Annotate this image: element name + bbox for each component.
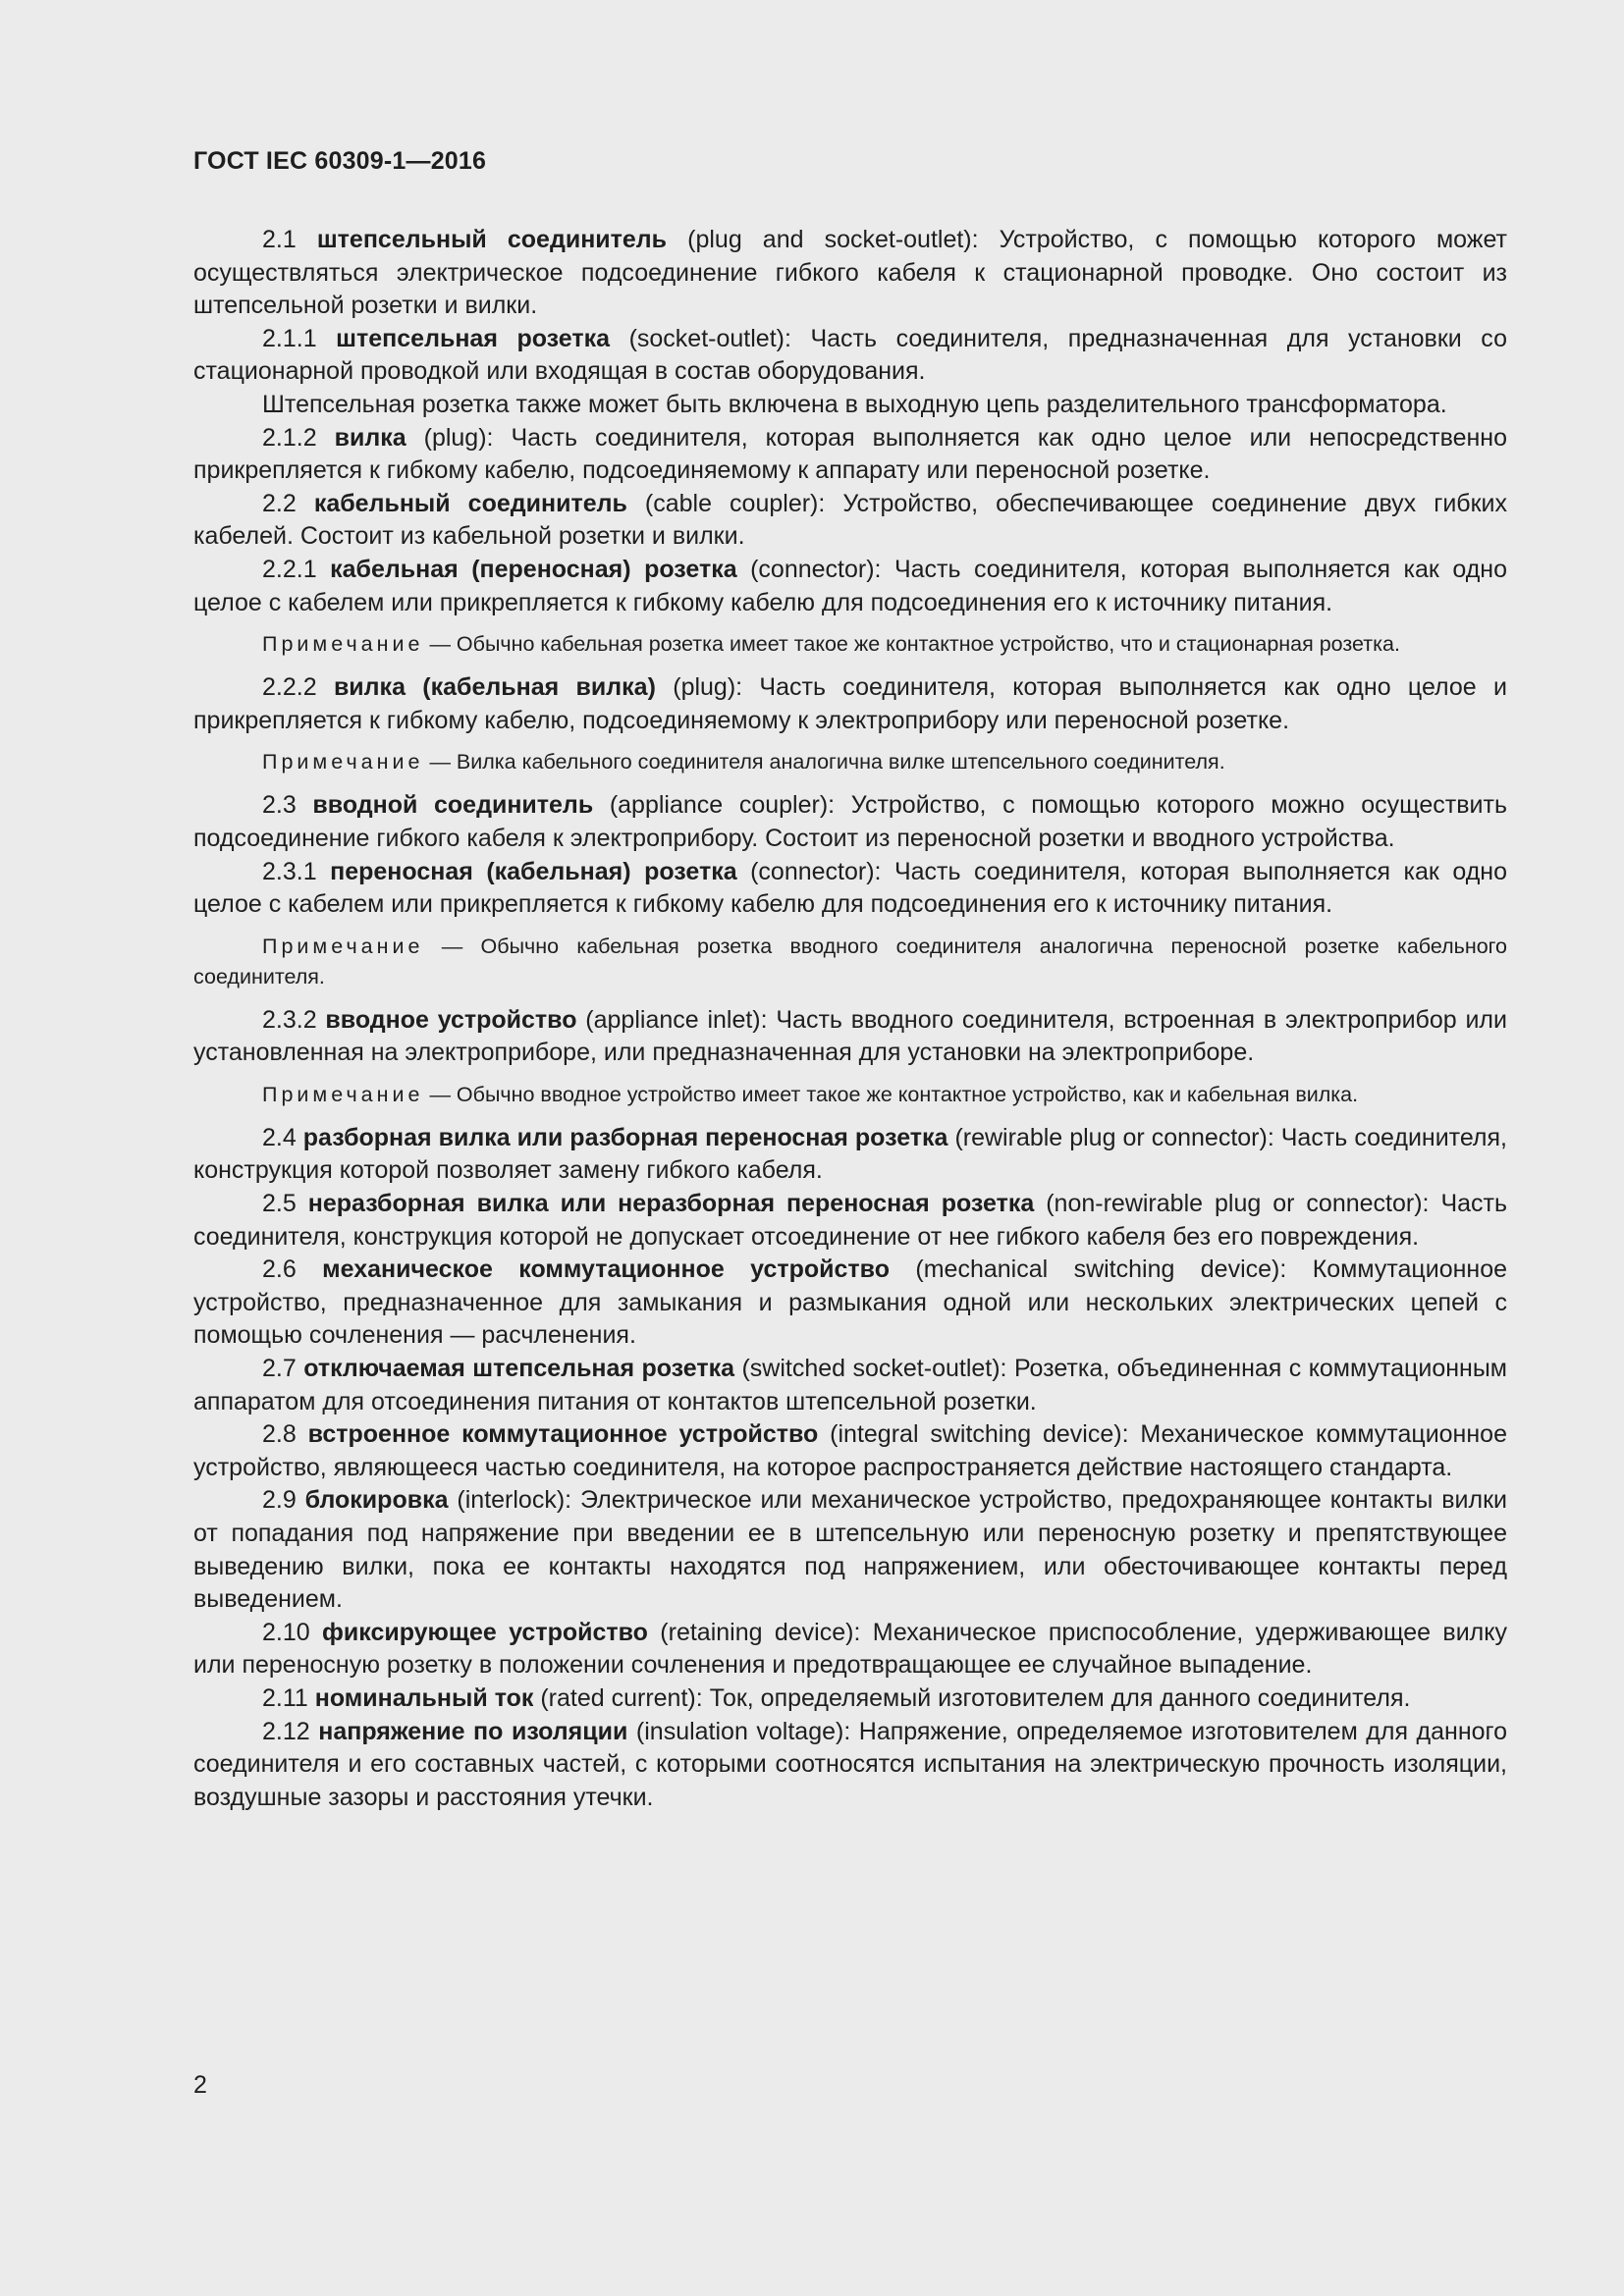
clause-number: 2.11	[262, 1683, 308, 1712]
note-label: Примечание	[262, 750, 424, 774]
note-text: — Обычно кабельная розетка вводного соединителя аналогична переносной розетке кабельного соединителя.	[193, 934, 1507, 988]
clause-number: 2.8	[262, 1420, 297, 1449]
definition-paragraph	[193, 554, 1507, 619]
term: вилка	[334, 423, 406, 452]
definition-text: (non-rewirable plug or connector): Часть соединителя, конструкция которой не допускает отсоединение от нее гибкого кабеля без его повреждения.	[193, 1190, 1508, 1251]
definition-paragraph	[193, 224, 1507, 323]
definition-paragraph	[193, 422, 1507, 488]
note-paragraph	[193, 747, 1507, 777]
term: штепсельная розетка	[336, 324, 611, 352]
definition-paragraph	[193, 1254, 1507, 1353]
clause-number: 2.3	[262, 791, 297, 820]
definition-text: (appliance coupler): Устройство, с помощью которого можно осуществить подсоединение гибкого кабеля к электроприбору. Состоит из переносной розетки и вводного устройства.	[193, 791, 1507, 852]
clause-number: 2.4	[262, 1123, 297, 1151]
term: вводное устройство	[325, 1005, 577, 1034]
clause-number: 2.2.2	[262, 673, 317, 702]
note-text: — Вилка кабельного соединителя аналогична вилке штепсельного соединителя.	[429, 750, 1225, 774]
term: блокировка	[304, 1486, 449, 1515]
definition-paragraph	[193, 389, 1507, 422]
definition-text: (socket-outlet): Часть соединителя, предназначенная для установки со стационарной проводкой или входящая в состав оборудования.	[193, 324, 1507, 386]
definition-text: Штепсельная розетка также может быть включена в выходную цепь разделительного трансформатора.	[262, 390, 1447, 418]
definition-paragraph	[193, 1004, 1507, 1070]
definition-text: (retaining device): Механическое приспособление, удерживающее вилку или переносную розетку в положении сочленения и предотвращающее ее случайное выпадение.	[193, 1618, 1507, 1680]
definition-paragraph	[193, 1716, 1507, 1815]
definition-text: (interlock): Электрическое или механическое устройство, предохраняющее контакты вилки от попадания под напряжение при введении ее в штепсельную или переносную розетку и препятствующее выведению вилки, пока ее контакты находятся под напряжением, или обесточивающее контакты перед выведением.	[193, 1486, 1507, 1614]
term: вводной соединитель	[312, 791, 594, 820]
definition-paragraph	[193, 488, 1507, 554]
page-number: 2	[193, 2071, 207, 2099]
note-paragraph	[193, 629, 1507, 660]
definition-text: (rated current): Ток, определяемый изготовителем для данного соединителя.	[540, 1683, 1411, 1712]
definition-paragraph	[193, 1353, 1507, 1418]
definition-paragraph	[193, 1122, 1507, 1188]
clause-number: 2.7	[262, 1355, 297, 1383]
note-text: — Обычно вводное устройство имеет такое же контактное устройство, как и кабельная вилка.	[429, 1082, 1359, 1106]
definition-paragraph	[193, 1484, 1507, 1616]
note-label: Примечание	[262, 934, 424, 958]
clause-number: 2.1.2	[262, 423, 317, 452]
definition-text: (cable coupler): Устройство, обеспечивающее соединение двух гибких кабелей. Состоит из кабельной розетки и вилки.	[193, 489, 1508, 551]
term: кабельная (переносная) розетка	[330, 555, 737, 583]
note-label: Примечание	[262, 632, 424, 657]
term: кабельный соединитель	[313, 489, 627, 517]
definition-text: (connector): Часть соединителя, которая выполняется как одно целое с кабелем или прикрепляется к гибкому кабелю для подсоединения его к источнику питания.	[193, 555, 1507, 616]
definition-paragraph	[193, 1418, 1507, 1484]
definition-paragraph	[193, 856, 1507, 922]
term: переносная (кабельная) розетка	[330, 857, 737, 885]
definition-text: (mechanical switching device): Коммутационное устройство, предназначенное для замыкания и размыкания одной или нескольких электрических цепей с помощью сочленения — расчленения.	[193, 1255, 1508, 1350]
definition-text: (plug): Часть соединителя, которая выполняется как одно целое или непосредственно прикрепляется к гибкому кабелю, подсоединяемому к аппарату или переносной розетке.	[193, 423, 1507, 485]
clause-number: 2.5	[262, 1190, 297, 1218]
note-paragraph	[193, 932, 1507, 992]
definition-paragraph	[193, 323, 1507, 389]
term: отключаемая штепсельная розетка	[303, 1355, 735, 1383]
term: напряжение по изоляции	[318, 1717, 628, 1745]
clause-number: 2.2	[262, 489, 297, 517]
clause-number: 2.1.1	[262, 324, 317, 352]
definition-paragraph	[193, 1617, 1507, 1682]
definition-text: (integral switching device): Механическое коммутационное устройство, являющееся частью соединителя, на которое распространяется действие настоящего стандарта.	[193, 1420, 1507, 1481]
definition-text: (insulation voltage): Напряжение, определяемое изготовителем для данного соединителя и его составных частей, с которыми соотносятся испытания на электрическую прочность изоляции, воздушные зазоры и расстояния утечки.	[193, 1717, 1508, 1811]
definition-paragraph	[193, 1188, 1507, 1254]
term: номинальный ток	[314, 1683, 534, 1712]
definition-text: (plug): Часть соединителя, которая выполняется как одно целое и прикрепляется к гибкому кабелю, подсоединяемому к электроприбору или переносной розетке.	[193, 673, 1507, 734]
clause-number: 2.9	[262, 1486, 297, 1515]
note-text: — Обычно кабельная розетка имеет такое же контактное устройство, что и стационарная розетка.	[429, 632, 1400, 657]
definition-text: (plug and socket-outlet): Устройство, с помощью которого может осуществляться электрическое подсоединение гибкого кабеля к стационарной проводке. Оно состоит из штепсельной розетки и вилки.	[193, 226, 1508, 320]
term: разборная вилка или разборная переносная розетка	[302, 1123, 948, 1151]
term: вилка (кабельная вилка)	[333, 673, 656, 702]
note-label: Примечание	[262, 1082, 424, 1106]
term: фиксирующее устройство	[322, 1618, 648, 1646]
term: неразборная вилка или неразборная переносная розетка	[307, 1190, 1035, 1218]
term: механическое коммутационное устройство	[322, 1255, 890, 1284]
definition-text: (connector): Часть соединителя, которая выполняется как одно целое с кабелем или прикрепляется к гибкому кабелю для подсоединения его к источнику питания.	[193, 857, 1507, 919]
term: встроенное коммутационное устройство	[307, 1420, 819, 1449]
term: штепсельный соединитель	[316, 226, 668, 253]
document-header: ГОСТ IEC 60309-1—2016	[193, 147, 487, 175]
definition-paragraph	[193, 789, 1507, 855]
clause-number: 2.10	[262, 1618, 310, 1646]
clause-number: 2.3.1	[262, 857, 317, 885]
definition-paragraph	[193, 1682, 1507, 1716]
clause-number: 2.6	[262, 1255, 297, 1284]
definition-text: (rewirable plug or connector): Часть соединителя, конструкция которой позволяет замену гибкого кабеля.	[193, 1123, 1507, 1185]
clause-number: 2.3.2	[262, 1005, 317, 1034]
definition-text: (appliance inlet): Часть вводного соединителя, встроенная в электроприбор или установленная на электроприборе, или предназначенная для установки на электроприборе.	[193, 1005, 1507, 1067]
definitions-list	[193, 224, 1507, 1814]
clause-number: 2.1	[262, 226, 297, 253]
definition-paragraph	[193, 671, 1507, 737]
clause-number: 2.2.1	[262, 555, 317, 583]
clause-number: 2.12	[262, 1717, 310, 1745]
definition-text: (switched socket-outlet): Розетка, объединенная с коммутационным аппаратом для отсоединения питания от контактов штепсельной розетки.	[193, 1355, 1507, 1415]
note-paragraph	[193, 1080, 1507, 1110]
